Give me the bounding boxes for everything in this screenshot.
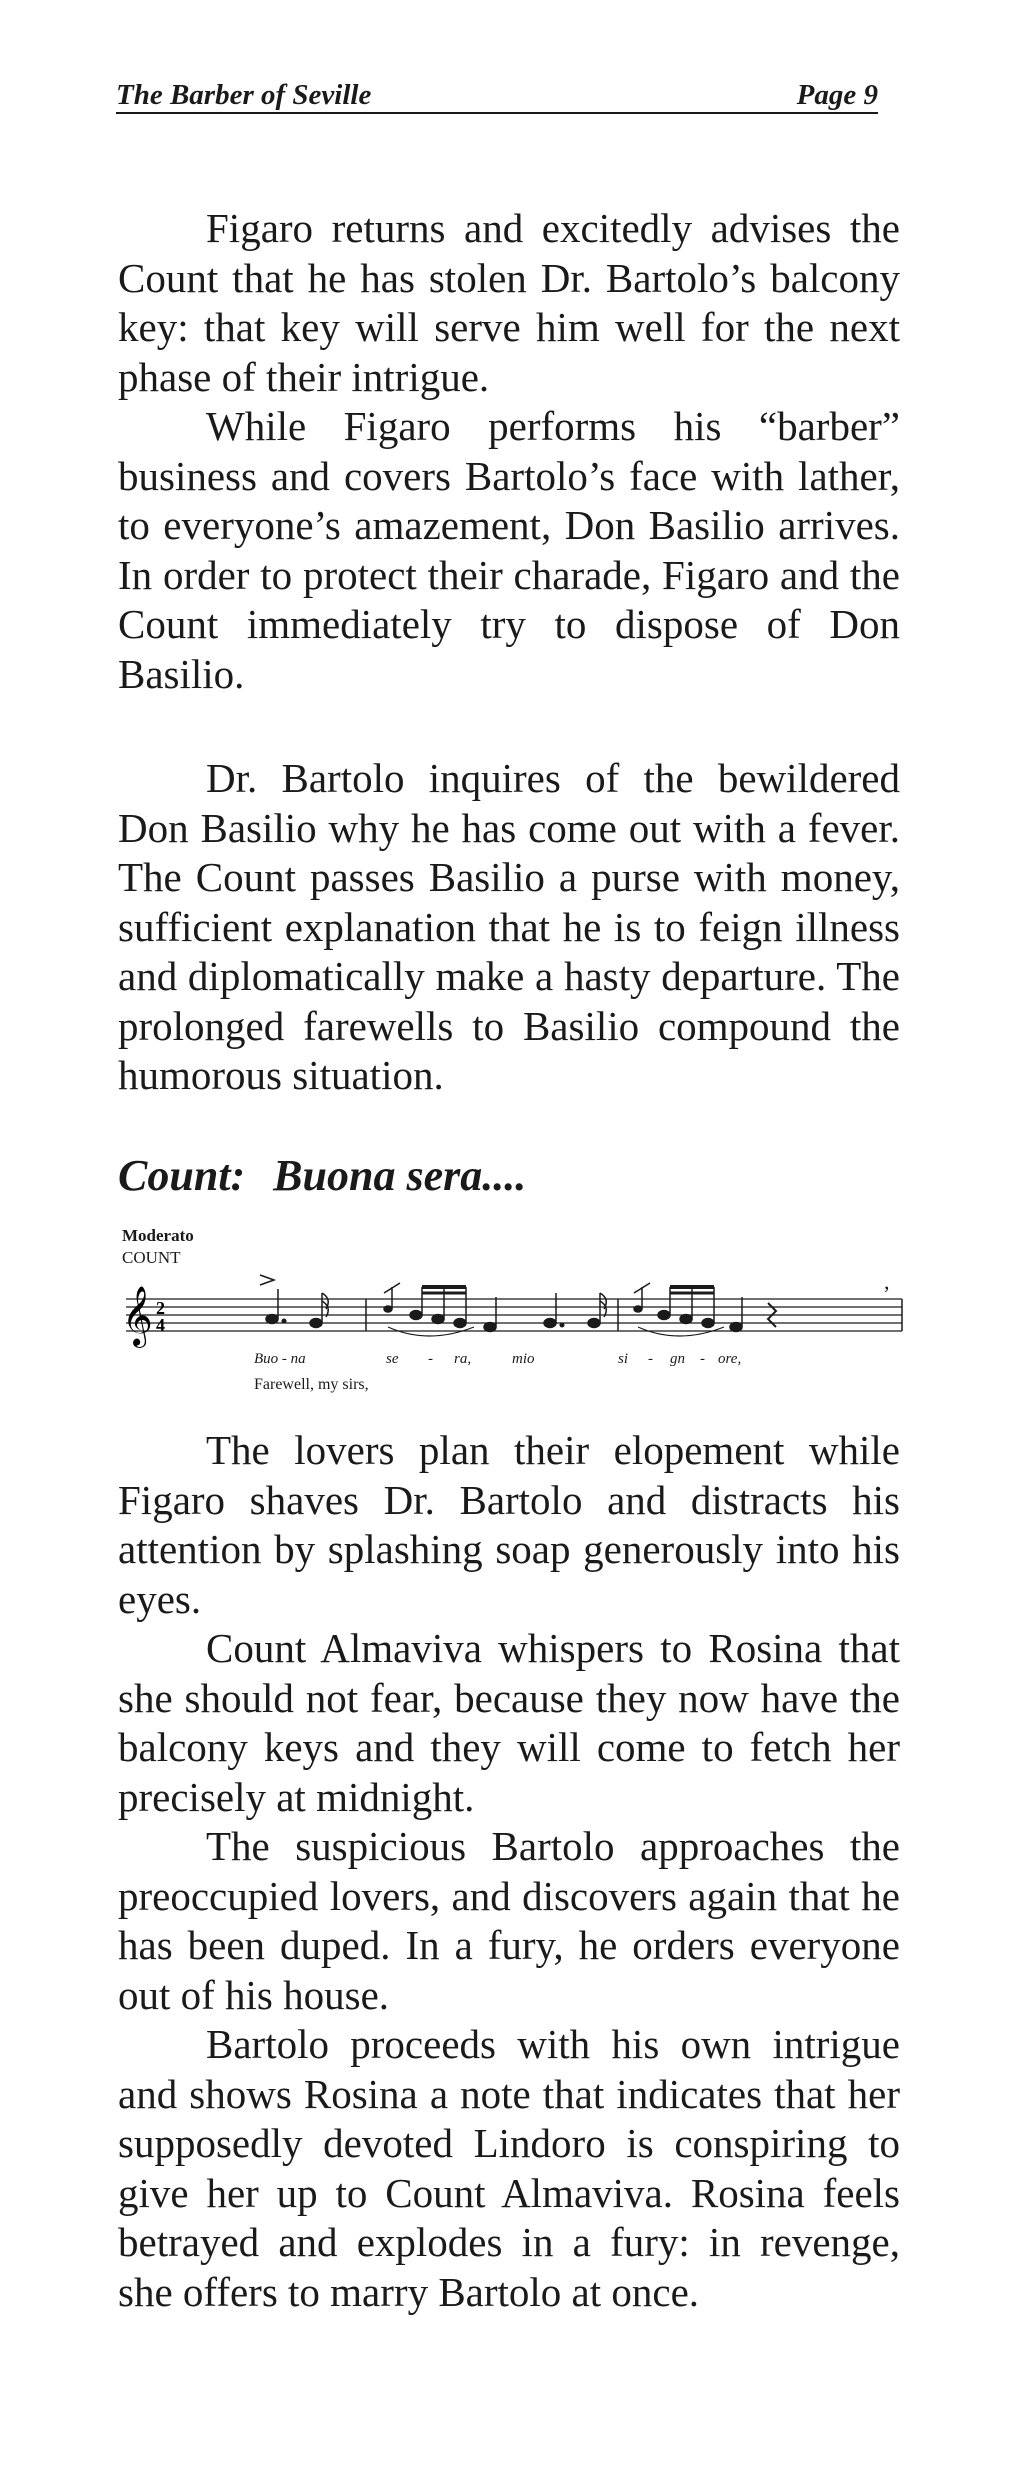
aria-character: Count: <box>118 1151 246 1200</box>
lyric-syllable: se <box>386 1351 399 1367</box>
score-voice: COUNT <box>122 1248 181 1267</box>
lyric-syllable: Buo - na <box>254 1351 306 1367</box>
text-block-3 <box>118 1426 900 2317</box>
text-block-2 <box>118 754 900 1101</box>
score-staff-graphic <box>118 1223 910 1413</box>
page-number: Page 9 <box>796 79 878 111</box>
music-score <box>118 1223 910 1413</box>
paragraph: The lovers plan their elopement while Figaro shaves Dr. Bartolo and distracts his attention by splashing soap generously into his eyes. <box>118 1427 900 1622</box>
lyric-syllable: gn <box>670 1351 685 1367</box>
lyric-syllable: - <box>700 1351 705 1367</box>
svg-text:4: 4 <box>156 1315 165 1335</box>
time-signature: 2 <box>156 1298 165 1318</box>
paragraph: Bartolo proceeds with his own intrigue and shows Rosina a note that indicates that her supposedly devoted Lindoro is conspiring to give her up to Count Almaviva. Rosina feels betrayed and explodes in a fury: in revenge, she offers to marry Bartolo at once. <box>118 2021 900 2315</box>
paragraph: The suspicious Bartolo approaches the preoccupied lovers, and discovers again that he has been duped. In a fury, he orders everyone out of his house. <box>118 1823 900 2018</box>
svg-text:,: , <box>884 1269 890 1294</box>
book-title: The Barber of Seville <box>116 79 372 111</box>
lyric-syllable: si <box>618 1351 629 1367</box>
treble-clef-icon: 𝄞 <box>122 1286 153 1346</box>
score-translation: Farewell, my sirs, <box>254 1376 369 1393</box>
aria-heading <box>118 1151 527 1200</box>
lyric-syllable: - <box>428 1351 433 1367</box>
text-block-1 <box>118 204 900 699</box>
aria-title: Buona sera.... <box>273 1151 527 1200</box>
paragraph: While Figaro performs his “barber” business and covers Bartolo’s face with lather, to everyone’s amazement, Don Basilio arrives. In order to protect their charade, Figaro and the Count immediately try to dispose of Don Basilio. <box>118 403 900 697</box>
paragraph: Count Almaviva whispers to Rosina that she should not fear, because they now have the balcony keys and they will come to fetch her precisely at midnight. <box>118 1625 900 1820</box>
lyric-syllable: ore, <box>718 1351 742 1367</box>
lyric-syllable: - <box>648 1351 653 1367</box>
lyric-syllable: ra, <box>454 1351 472 1367</box>
page-header <box>116 76 878 114</box>
paragraph: Figaro returns and excitedly advises the Count that he has stolen Dr. Bartolo’s balcony key: that key will serve him well for the next phase of their intrigue. <box>118 205 900 400</box>
staff-lines <box>126 1299 902 1331</box>
score-tempo: Moderato <box>122 1226 194 1245</box>
lyric-syllable: mio <box>512 1351 535 1367</box>
paragraph: Dr. Bartolo inquires of the bewildered Don Basilio why he has come out with a fever. The Count passes Basilio a purse with money, sufficient explanation that he is to feign illness and diplomatically make a hasty departure. The prolonged farewells to Basilio compound the humorous situation. <box>118 755 900 1098</box>
